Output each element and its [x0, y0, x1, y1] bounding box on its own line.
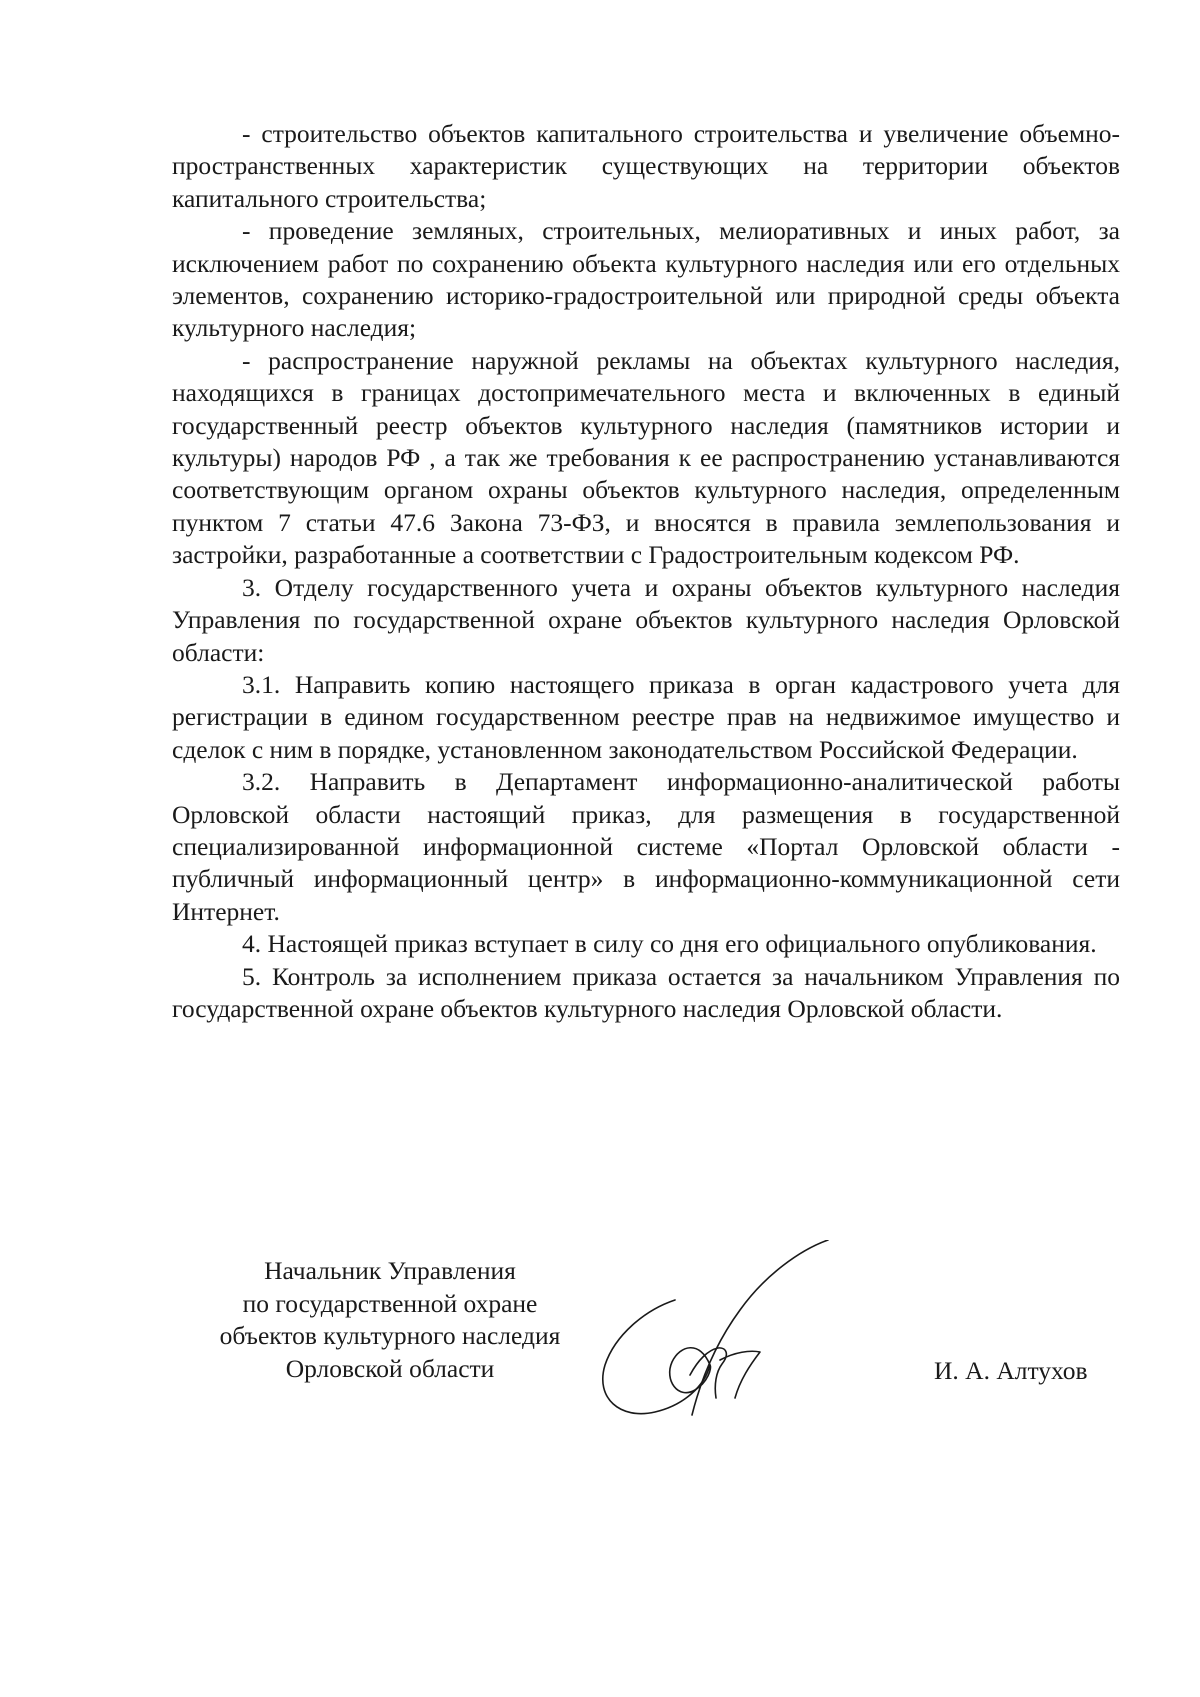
paragraph-item-3: 3. Отделу государственного учета и охраны объектов культурного наследия Управления по государственной охране объектов культурного наследия Орловской области:: [172, 572, 1120, 667]
paragraph-item-5: 5. Контроль за исполнением приказа остается за начальником Управления по государственной охране объектов культурного наследия Орловской области.: [172, 961, 1120, 1023]
document-body: [172, 118, 1120, 1025]
signer-position-line: Орловской области: [285, 1353, 495, 1383]
signer-position-line: объектов культурного наследия: [219, 1321, 561, 1350]
handwritten-signature: [590, 1240, 850, 1440]
signer-name: И. А. Алтухов: [934, 1356, 1088, 1385]
signer-position-line: по государственной охране: [242, 1288, 538, 1318]
paragraph-item-4: 4. Настоящей приказ вступает в силу со дня его официального опубликования.: [242, 929, 1097, 959]
paragraph-earthworks-restriction: - проведение земляных, строительных, мелиоративных и иных работ, за исключением работ по сохранению объекта культурного наследия или его отдельных элементов, сохранению историко-градостроительной или природной среды объекта культурного наследия;: [172, 216, 1120, 343]
signer-position: [170, 1255, 610, 1385]
paragraph-advertising-restriction: - распространение наружной рекламы на объектах культурного наследия, находящихся в границах достопримечательного места и включенных в единый государственный реестр объектов культурного наследия (памятников истории и культуры) народов РФ , а так же требования к ее распространению устанавливаются соответствующим органом охраны объектов культурного наследия, определенным пунктом 7 статьи 47.6 Закона 73-ФЗ, и вносятся в правила землепользования и застройки, разработанные а соответствии с Градостроительным кодексом РФ.: [172, 345, 1120, 570]
signer-position-line: Начальник Управления: [264, 1256, 516, 1285]
paragraph-item-3-1: 3.1. Направить копию настоящего приказа в орган кадастрового учета для регистрации в едином государственном реестре прав на недвижимое имущество и сделок с ним в порядке, установленном законодательством Российской Федерации.: [172, 669, 1120, 764]
paragraph-construction-restriction: - строительство объектов капитального строительства и увеличение объемно-пространственных характеристик существующих на территории объектов капитального строительства;: [172, 119, 1120, 213]
paragraph-item-3-2: 3.2. Направить в Департамент информационно-аналитической работы Орловской области настоящий приказ, для размещения в государственной специализированной информационной системе «Портал Орловской области - публичный информационный центр» в информационно-коммуникационной сети Интернет.: [172, 767, 1120, 926]
